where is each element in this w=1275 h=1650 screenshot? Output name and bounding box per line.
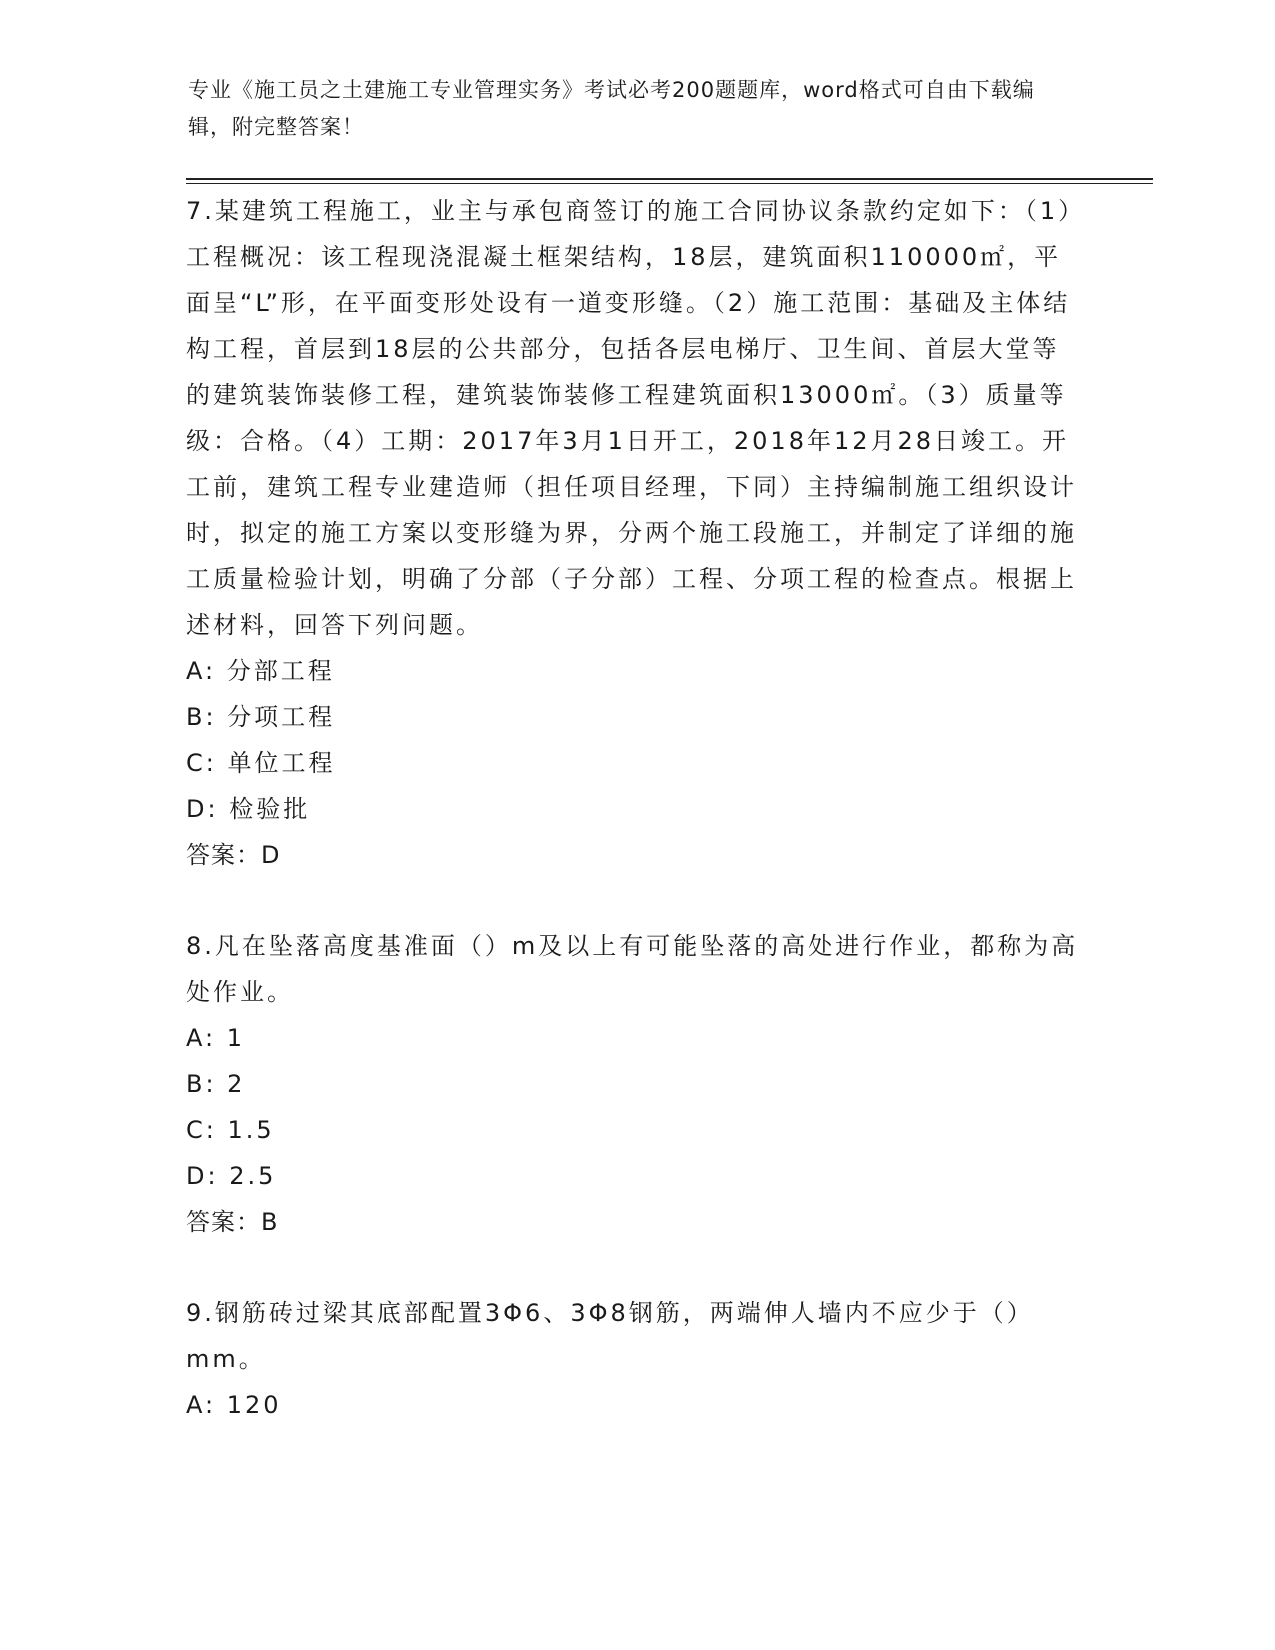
option-c: C: 1.5 [186,1116,275,1144]
question-list [186,188,1086,1428]
option-d: D: 2.5 [186,1162,277,1190]
answer: 答案：B [186,1208,279,1236]
document-header: 专业《施工员之土建施工专业管理实务》考试必考200题题库，word格式可自由下载编辑，附完整答案！ [188,78,1035,139]
option-d: D: 检验批 [186,795,311,823]
option-a: A: 分部工程 [186,657,335,685]
question-gap [186,1245,1086,1290]
header-rule-thin [186,183,1153,184]
option-a: A: 120 [186,1391,282,1419]
answer: 答案：D [186,841,281,869]
question-8 [186,923,1086,1245]
question-gap [186,878,1086,923]
question-text: 9.钢筋砖过梁其底部配置3Φ6、3Φ8钢筋，两端伸人墙内不应少于（）mm。 [186,1299,1034,1373]
question-text: 8.凡在坠落高度基准面（）m及以上有可能坠落的高处进行作业，都称为高处作业。 [186,932,1079,1006]
option-b: B: 2 [186,1070,246,1098]
header-rule-thick [186,178,1153,180]
question-7 [186,188,1086,878]
option-c: C: 单位工程 [186,749,336,777]
option-b: B: 分项工程 [186,703,336,731]
question-text: 7.某建筑工程施工，业主与承包商签订的施工合同协议条款约定如下：（1）工程概况：该工程现浇混凝土框架结构，18层，建筑面积110000㎡，平面呈“L”形，在平面变形处设有一道变形缝。（2）施工范围：基础及主体结构工程，首层到18层的公共部分，包括各层电梯厅、卫生间、首层大堂等的建筑装饰装修工程，建筑装饰装修工程建筑面积13000㎡。（3）质量等级：合格。（4）工期：2017年3月1日开工，2018年12月28日竣工。开工前，建筑工程专业建造师（担任项目经理，下同）主持编制施工组织设计时，拟定的施工方案以变形缝为界，分两个施工段施工，并制定了详细的施工质量检验计划，明确了分部（子分部）工程、分项工程的检查点。根据上述材料，回答下列问题。 [186,197,1086,639]
option-a: A: 1 [186,1024,245,1052]
question-9 [186,1290,1086,1428]
